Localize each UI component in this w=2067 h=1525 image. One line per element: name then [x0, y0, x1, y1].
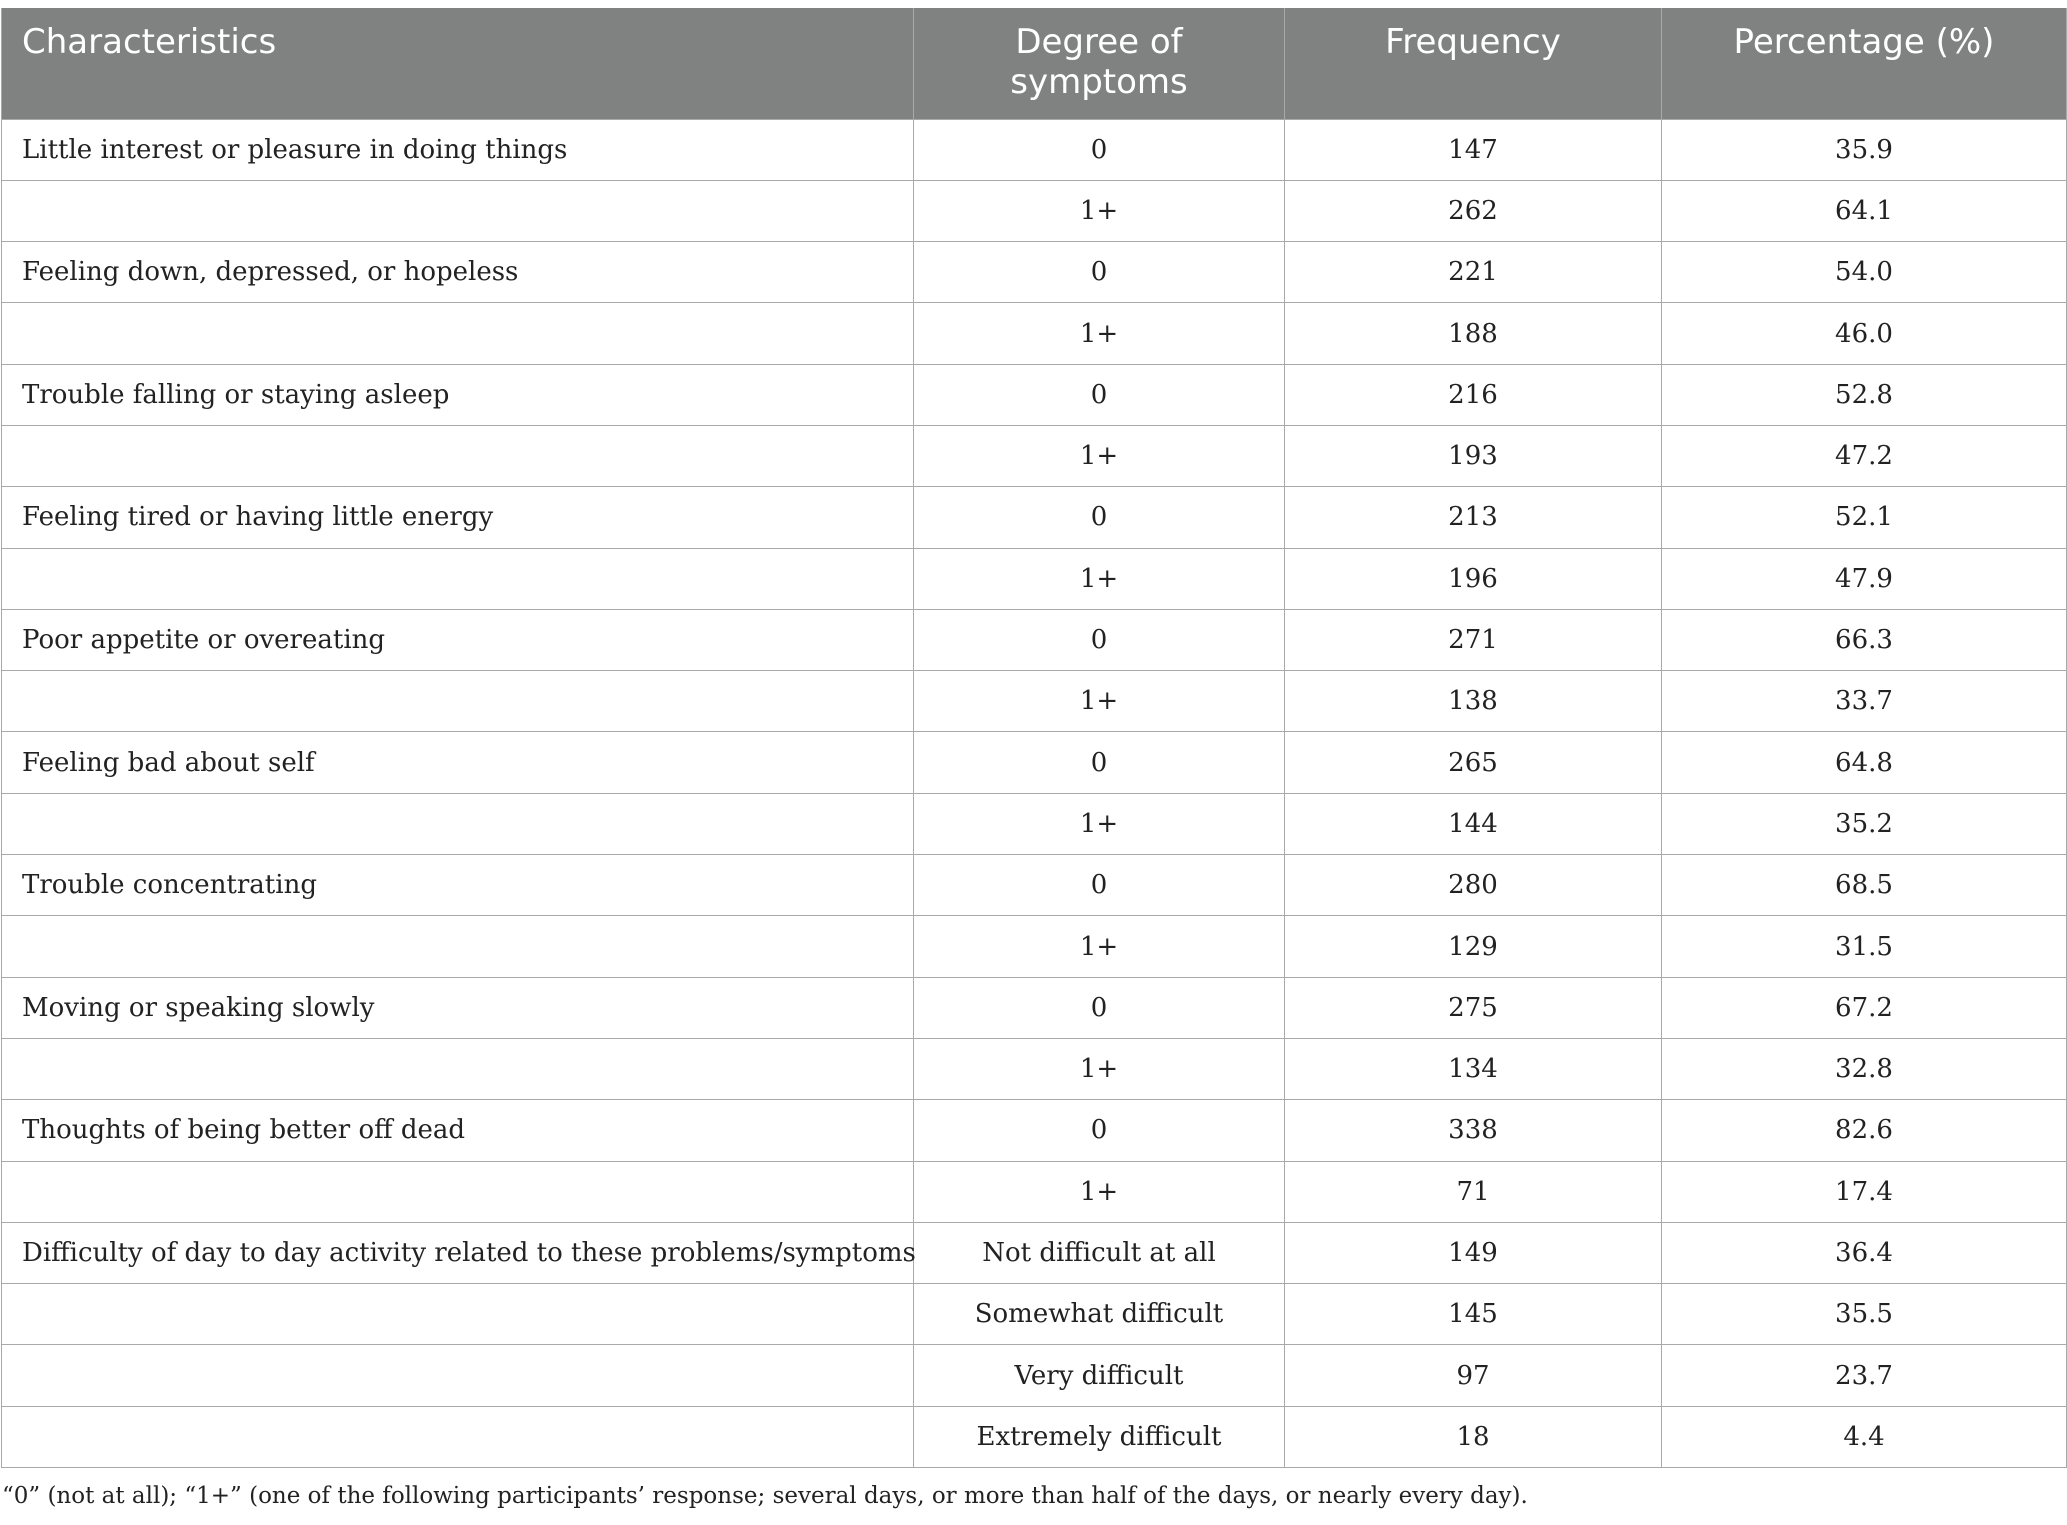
table-row [2, 303, 2067, 364]
cell-degree: 1+ [914, 1038, 1285, 1099]
cell-percentage: 67.2 [1662, 977, 2067, 1038]
cell-degree: Somewhat difficult [914, 1284, 1285, 1345]
cell-percentage: 68.5 [1662, 855, 2067, 916]
table-row [2, 1100, 2067, 1161]
cell-degree: 1+ [914, 180, 1285, 241]
cell-frequency: 271 [1285, 609, 1662, 670]
cell-characteristic: Trouble falling or staying asleep [2, 364, 914, 425]
table-body [2, 119, 2067, 1468]
cell-degree: 0 [914, 242, 1285, 303]
table-row [2, 1038, 2067, 1099]
cell-degree: 0 [914, 977, 1285, 1038]
cell-percentage: 17.4 [1662, 1161, 2067, 1222]
cell-characteristic: Feeling tired or having little energy [2, 487, 914, 548]
cell-degree: 0 [914, 119, 1285, 180]
cell-characteristic [2, 1161, 914, 1222]
cell-degree: 1+ [914, 425, 1285, 486]
cell-percentage: 36.4 [1662, 1222, 2067, 1283]
cell-percentage: 54.0 [1662, 242, 2067, 303]
cell-frequency: 275 [1285, 977, 1662, 1038]
cell-frequency: 134 [1285, 1038, 1662, 1099]
cell-frequency: 97 [1285, 1345, 1662, 1406]
cell-degree: Extremely difficult [914, 1406, 1285, 1467]
cell-degree: 1+ [914, 916, 1285, 977]
table-row [2, 364, 2067, 425]
cell-frequency: 18 [1285, 1406, 1662, 1467]
header-frequency: Frequency [1285, 8, 1662, 119]
cell-characteristic: Moving or speaking slowly [2, 977, 914, 1038]
cell-frequency: 145 [1285, 1284, 1662, 1345]
cell-characteristic: Feeling bad about self [2, 732, 914, 793]
cell-degree: Not difficult at all [914, 1222, 1285, 1283]
cell-frequency: 196 [1285, 548, 1662, 609]
table-row [2, 242, 2067, 303]
cell-degree: 1+ [914, 303, 1285, 364]
cell-characteristic: Feeling down, depressed, or hopeless [2, 242, 914, 303]
table-row [2, 916, 2067, 977]
header-degree-of-symptoms: Degree of symptoms [914, 8, 1285, 119]
cell-frequency: 71 [1285, 1161, 1662, 1222]
cell-degree: 0 [914, 855, 1285, 916]
cell-characteristic [2, 1038, 914, 1099]
table-row [2, 1222, 2067, 1283]
cell-degree: 1+ [914, 548, 1285, 609]
header-characteristics: Characteristics [2, 8, 914, 119]
cell-frequency: 280 [1285, 855, 1662, 916]
cell-degree: 0 [914, 364, 1285, 425]
cell-frequency: 262 [1285, 180, 1662, 241]
cell-frequency: 338 [1285, 1100, 1662, 1161]
table-row [2, 793, 2067, 854]
table-row [2, 671, 2067, 732]
cell-frequency: 193 [1285, 425, 1662, 486]
table-row [2, 855, 2067, 916]
table-row [2, 180, 2067, 241]
cell-percentage: 47.2 [1662, 425, 2067, 486]
cell-percentage: 35.5 [1662, 1284, 2067, 1345]
cell-percentage: 66.3 [1662, 609, 2067, 670]
cell-frequency: 221 [1285, 242, 1662, 303]
cell-percentage: 33.7 [1662, 671, 2067, 732]
cell-frequency: 265 [1285, 732, 1662, 793]
header-percentage: Percentage (%) [1662, 8, 2067, 119]
cell-characteristic: Trouble concentrating [2, 855, 914, 916]
cell-percentage: 31.5 [1662, 916, 2067, 977]
cell-frequency: 138 [1285, 671, 1662, 732]
cell-percentage: 64.1 [1662, 180, 2067, 241]
cell-degree: 0 [914, 732, 1285, 793]
cell-characteristic [2, 303, 914, 364]
cell-characteristic: Little interest or pleasure in doing things [2, 119, 914, 180]
table-header-row [2, 8, 2067, 119]
cell-frequency: 188 [1285, 303, 1662, 364]
cell-percentage: 35.9 [1662, 119, 2067, 180]
cell-frequency: 129 [1285, 916, 1662, 977]
cell-characteristic: Poor appetite or overeating [2, 609, 914, 670]
cell-percentage: 4.4 [1662, 1406, 2067, 1467]
cell-frequency: 216 [1285, 364, 1662, 425]
cell-frequency: 147 [1285, 119, 1662, 180]
cell-characteristic [2, 671, 914, 732]
cell-degree: 1+ [914, 1161, 1285, 1222]
table-row [2, 487, 2067, 548]
cell-degree: 0 [914, 609, 1285, 670]
cell-characteristic [2, 1345, 914, 1406]
cell-characteristic: Thoughts of being better off dead [2, 1100, 914, 1161]
table-row [2, 119, 2067, 180]
cell-characteristic: Difficulty of day to day activity related to these problems/symptoms [2, 1222, 914, 1283]
cell-percentage: 47.9 [1662, 548, 2067, 609]
cell-characteristic [2, 1284, 914, 1345]
cell-characteristic [2, 916, 914, 977]
cell-percentage: 32.8 [1662, 1038, 2067, 1099]
cell-frequency: 149 [1285, 1222, 1662, 1283]
table-row [2, 425, 2067, 486]
table-row [2, 977, 2067, 1038]
cell-percentage: 23.7 [1662, 1345, 2067, 1406]
cell-percentage: 82.6 [1662, 1100, 2067, 1161]
cell-characteristic [2, 425, 914, 486]
data-table [1, 8, 2067, 1468]
cell-characteristic [2, 793, 914, 854]
cell-characteristic [2, 1406, 914, 1467]
cell-percentage: 64.8 [1662, 732, 2067, 793]
cell-percentage: 46.0 [1662, 303, 2067, 364]
cell-characteristic [2, 548, 914, 609]
table-row [2, 1284, 2067, 1345]
cell-degree: 1+ [914, 793, 1285, 854]
cell-percentage: 52.1 [1662, 487, 2067, 548]
cell-percentage: 35.2 [1662, 793, 2067, 854]
cell-frequency: 144 [1285, 793, 1662, 854]
cell-degree: Very difficult [914, 1345, 1285, 1406]
cell-percentage: 52.8 [1662, 364, 2067, 425]
cell-frequency: 213 [1285, 487, 1662, 548]
cell-degree: 0 [914, 487, 1285, 548]
table-row [2, 1345, 2067, 1406]
cell-degree: 1+ [914, 671, 1285, 732]
table-row [2, 609, 2067, 670]
cell-degree: 0 [914, 1100, 1285, 1161]
table-row [2, 1406, 2067, 1467]
cell-characteristic [2, 180, 914, 241]
table-row [2, 1161, 2067, 1222]
table-footnote: “0” (not at all); “1+” (one of the following participants’ response; several days, or more than half of the days, or nearly every day). [2, 1483, 1528, 1509]
table-row [2, 548, 2067, 609]
table-row [2, 732, 2067, 793]
